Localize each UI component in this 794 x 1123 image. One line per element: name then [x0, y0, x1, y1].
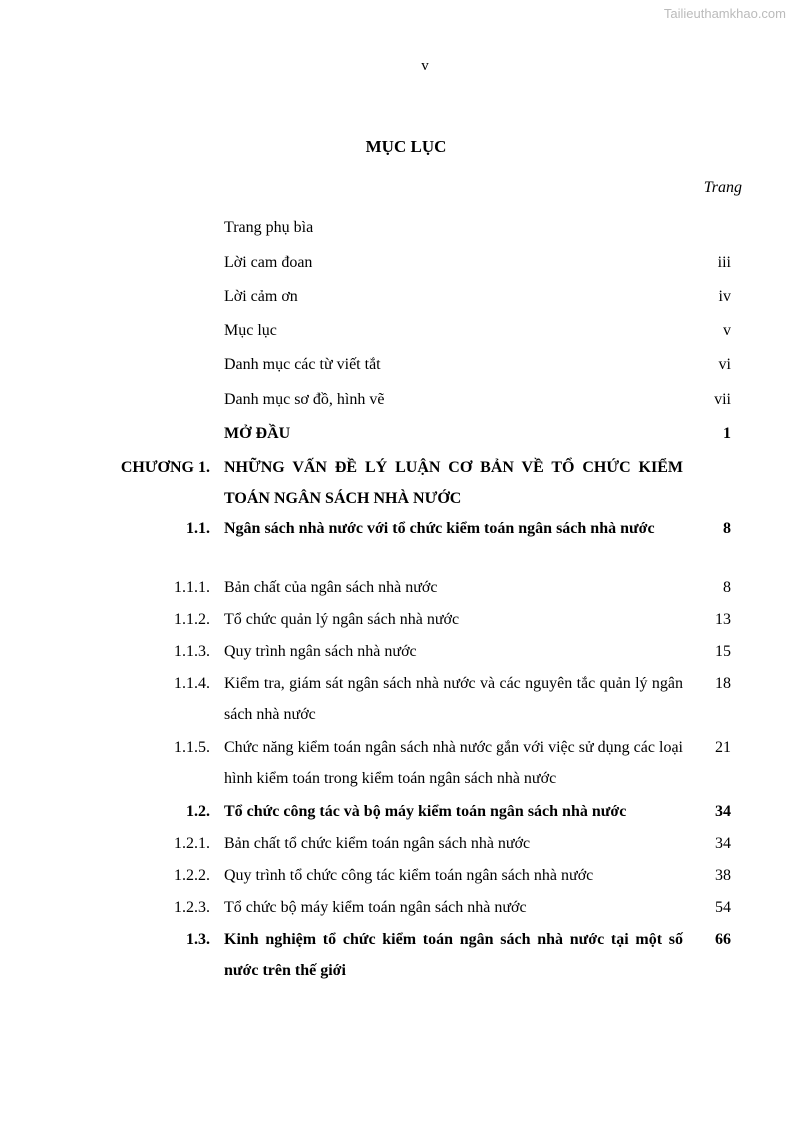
page-number: v	[421, 58, 429, 74]
entry-page: 18	[715, 675, 731, 692]
entry-title: Trang phụ bìa	[224, 219, 314, 236]
entry-number: 1.1.3.	[174, 643, 210, 660]
entry-page: 8	[723, 520, 731, 537]
entry-number: 1.2.	[186, 803, 210, 820]
entry-title: Ngân sách nhà nước với tổ chức kiểm toán ngân sách nhà nước	[224, 520, 655, 537]
entry-number: 1.1.4.	[174, 675, 210, 692]
entry-title: Kiểm tra, giám sát ngân sách nhà nước và các nguyên tắc quản lý ngân sách nhà nước	[224, 675, 683, 723]
entry-number: 1.1.1.	[174, 579, 210, 596]
entry-page: 38	[715, 867, 731, 884]
entry-number: 1.1.5.	[174, 739, 210, 756]
entry-title: Lời cảm ơn	[224, 288, 298, 305]
entry-title: Kinh nghiệm tổ chức kiểm toán ngân sách nhà nước tại một số nước trên thế giới	[224, 931, 683, 979]
entry-title: Quy trình ngân sách nhà nước	[224, 643, 417, 660]
entry-page: vii	[714, 391, 731, 408]
entry-page: 15	[715, 643, 731, 660]
entry-title: Lời cam đoan	[224, 254, 313, 271]
entry-title: Tổ chức quản lý ngân sách nhà nước	[224, 611, 460, 628]
entry-number: 1.2.3.	[174, 899, 210, 916]
entry-title: Danh mục các từ viết tắt	[224, 356, 381, 373]
entry-number: 1.1.	[186, 520, 210, 537]
entry-title: NHỮNG VẤN ĐỀ LÝ LUẬN CƠ BẢN VỀ TỔ CHỨC KIỂM TOÁN NGÂN SÁCH NHÀ NƯỚC	[224, 459, 683, 507]
entry-title: Quy trình tổ chức công tác kiểm toán ngân sách nhà nước	[224, 867, 594, 884]
entry-number: CHƯƠNG 1.	[120, 459, 210, 476]
watermark: Tailieuthamkhao.com	[663, 6, 786, 21]
entry-page: v	[723, 322, 731, 339]
entry-page: 34	[715, 803, 731, 820]
entry-page: iv	[718, 288, 731, 305]
entry-page: 66	[715, 931, 731, 948]
page-title: MỤC LỤC	[365, 137, 447, 156]
entry-title: MỞ ĐẦU	[224, 425, 291, 442]
entry-page: 54	[715, 899, 731, 916]
entry-page: 34	[715, 835, 731, 852]
entry-title: Bản chất tổ chức kiểm toán ngân sách nhà nước	[224, 835, 531, 852]
entry-page: 21	[715, 739, 731, 756]
entry-number: 1.2.1.	[174, 835, 210, 852]
entry-page: vi	[718, 356, 731, 373]
entry-page: 8	[723, 579, 731, 596]
entry-title: Mục lục	[224, 322, 277, 339]
entry-number: 1.1.2.	[174, 611, 210, 628]
entry-title: Danh mục sơ đồ, hình vẽ	[224, 391, 385, 408]
entry-title: Tổ chức công tác và bộ máy kiểm toán ngân sách nhà nước	[224, 803, 627, 820]
entry-number: 1.3.	[186, 931, 210, 948]
entry-page: 13	[715, 611, 731, 628]
entry-title: Tổ chức bộ máy kiểm toán ngân sách nhà nước	[224, 899, 527, 916]
entry-page: 1	[723, 425, 731, 442]
entry-page: iii	[717, 254, 731, 271]
entry-title: Chức năng kiểm toán ngân sách nhà nước gắn với việc sử dụng các loại hình kiểm toán trong kiểm toán ngân sách nhà nước	[224, 739, 683, 787]
page-column-header: Trang	[703, 179, 742, 196]
entry-title: Bản chất của ngân sách nhà nước	[224, 579, 438, 596]
entry-number: 1.2.2.	[174, 867, 210, 884]
